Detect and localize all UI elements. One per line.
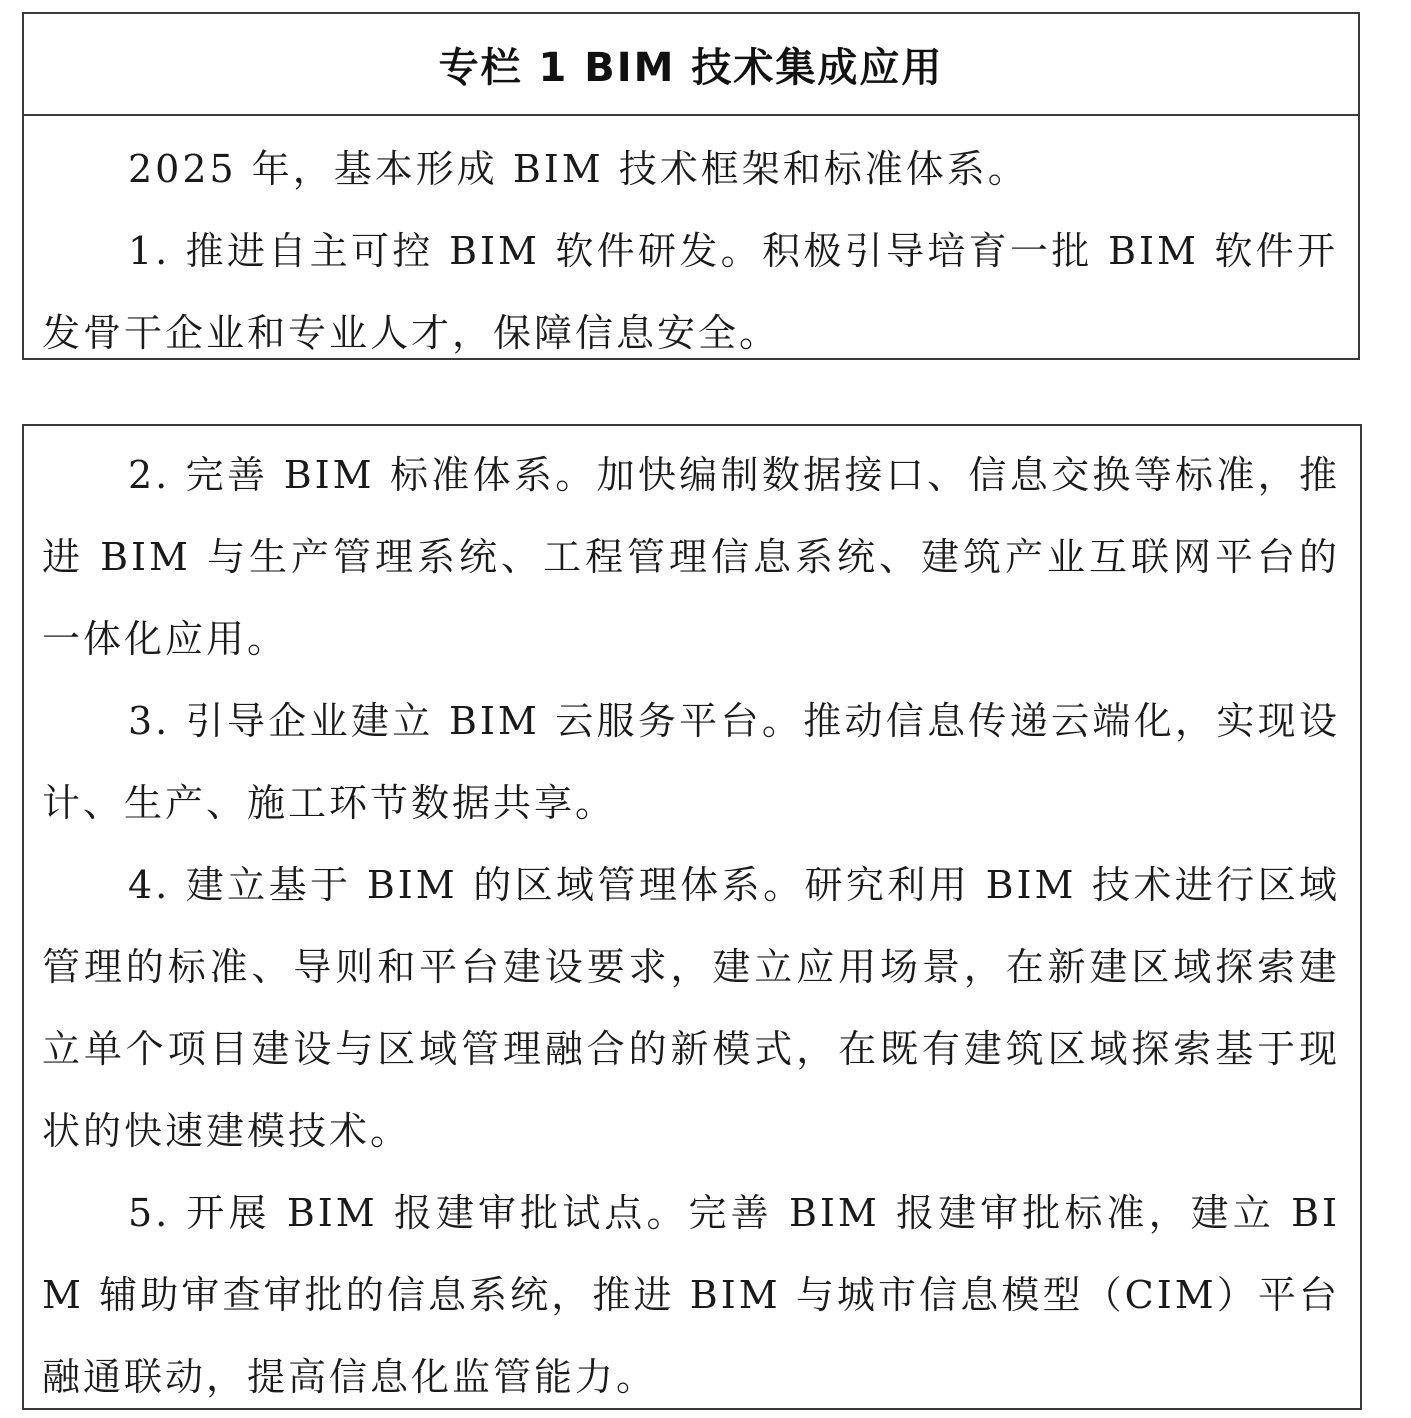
column-body	[24, 116, 1358, 374]
paragraph-item-5: 5. 开展 BIM 报建审批试点。完善 BIM 报建审批标准，建立 BIM 辅助审查审批的信息系统，推进 BIM 与城市信息模型（CIM）平台融通联动，提高信息化监管能力。	[42, 1191, 1340, 1399]
paragraph-item-3: 3. 引导企业建立 BIM 云服务平台。推动信息传递云端化，实现设计、生产、施工环节数据共享。	[42, 699, 1340, 825]
column-title: 专栏 1 BIM 技术集成应用	[24, 14, 1358, 116]
paragraph-goal: 2025 年，基本形成 BIM 技术框架和标准体系。	[128, 147, 1029, 191]
column-box-2	[22, 424, 1362, 1410]
column-box-1	[22, 12, 1360, 360]
paragraph-item-4: 4. 建立基于 BIM 的区域管理体系。研究利用 BIM 技术进行区域管理的标准、导则和平台建设要求，建立应用场景，在新建区域探索建立单个项目建设与区域管理融合的新模式，在既有建筑区域探索基于现状的快速建模技术。	[42, 863, 1340, 1153]
paragraph-item-2: 2. 完善 BIM 标准体系。加快编制数据接口、信息交换等标准，推进 BIM 与生产管理系统、工程管理信息系统、建筑产业互联网平台的一体化应用。	[42, 453, 1340, 661]
column-body-continued	[24, 426, 1360, 1418]
paragraph-item-1: 1. 推进自主可控 BIM 软件研发。积极引导培育一批 BIM 软件开发骨干企业和专业人才，保障信息安全。	[42, 229, 1338, 355]
